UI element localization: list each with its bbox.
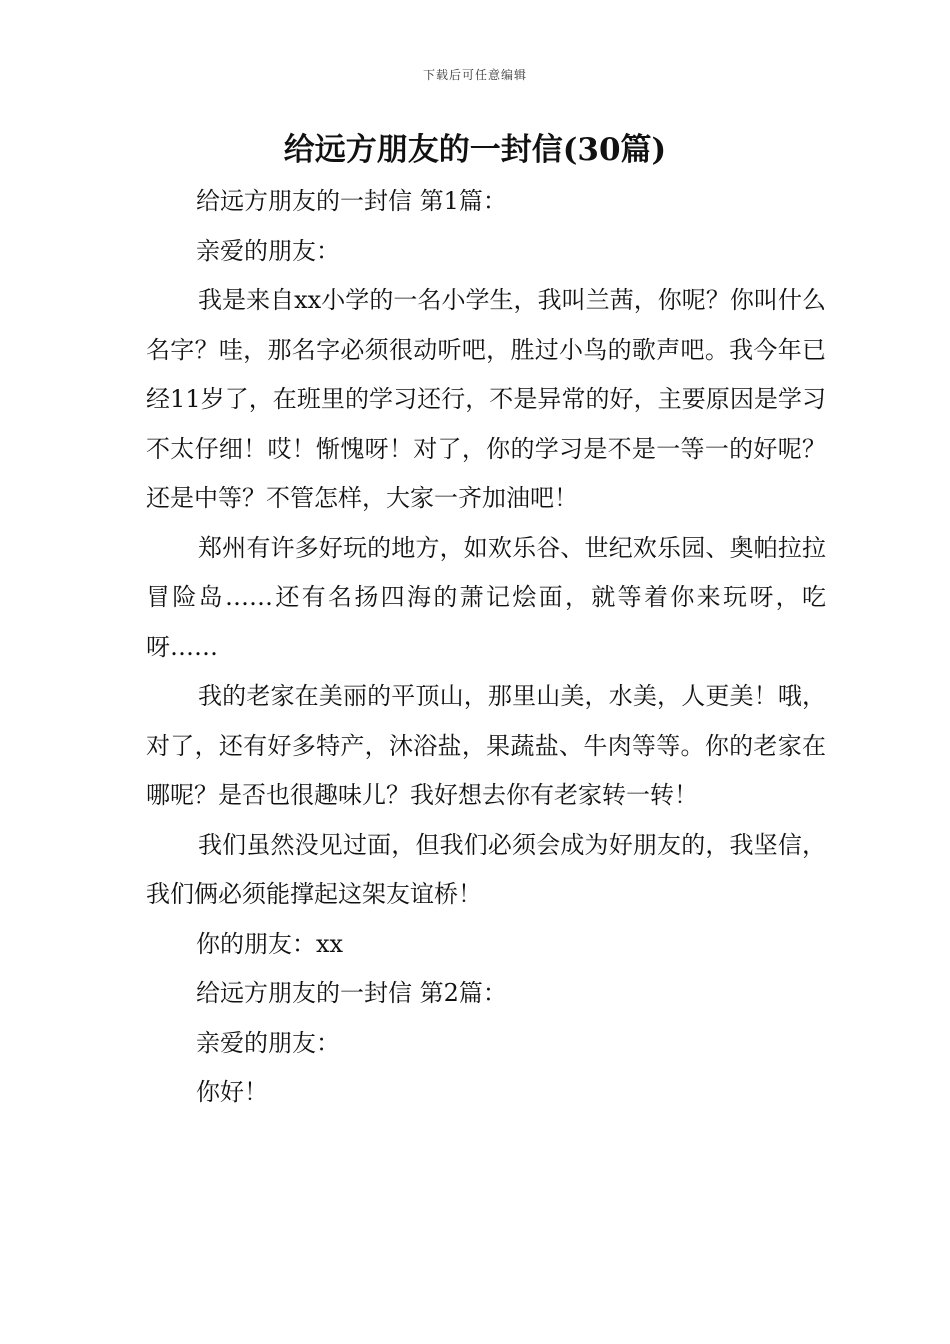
- letter-heading-1: 给远方朋友的一封信 第1篇：: [196, 187, 507, 215]
- salutation-1: 亲爱的朋友：: [196, 236, 340, 265]
- header-note: 下载后可任意编辑: [422, 68, 527, 82]
- document-title: 给远方朋友的一封信(30篇): [283, 132, 667, 168]
- body-paragraph: 郑州有许多好玩的地方，如欢乐谷、世纪欢乐园、奥帕拉拉冒险岛……还有名扬四海的萧记烩面，就等着你来玩呀，吃呀……: [146, 533, 826, 661]
- greeting: 你好！: [196, 1078, 268, 1106]
- salutation-2: 亲爱的朋友：: [196, 1028, 340, 1057]
- body-paragraph: 我的老家在美丽的平顶山，那里山美，水美，人更美！哦，对了，还有好多特产，沐浴盐，果蔬盐、牛肉等等。你的老家在哪呢？是否也很趣味儿？我好想去你有老家转一转！: [146, 682, 826, 809]
- signature-1: 你的朋友：xx: [196, 929, 344, 958]
- body-paragraph: 我是来自xx小学的一名小学生，我叫兰茜，你呢？你叫什么名字？哇，那名字必须很动听吧，胜过小鸟的歌声吧。我今年已经11岁了，在班里的学习还行，不是异常的好，主要原因是学习不太仔细！哎！惭愧呀！对了，你的学习是不是一等一的好呢？还是中等？不管怎样，大家一齐加油吧！: [146, 286, 826, 512]
- body-paragraph: 我们虽然没见过面，但我们必须会成为好朋友的，我坚信，我们俩必须能撑起这架友谊桥！: [146, 830, 826, 908]
- letter-heading-2: 给远方朋友的一封信 第2篇：: [196, 979, 507, 1007]
- document-body: [146, 177, 826, 1118]
